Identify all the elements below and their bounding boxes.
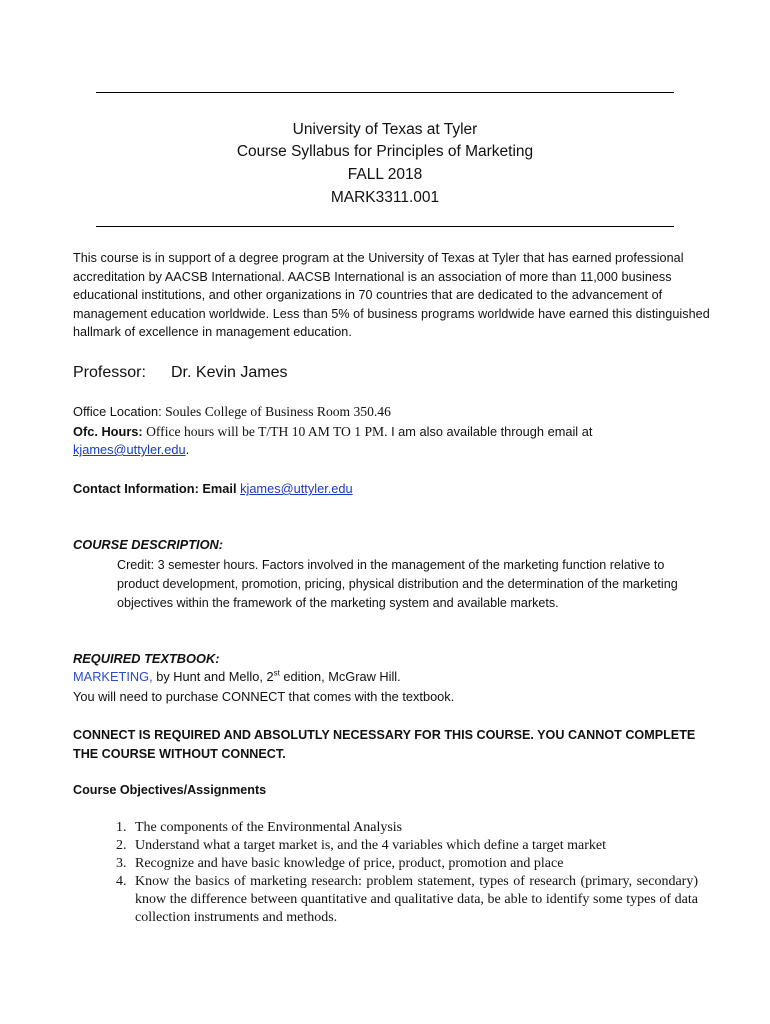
top-rule: [96, 92, 674, 93]
objective-item: [116, 819, 698, 837]
objectives-list: [116, 819, 698, 927]
objective-number: 2.: [116, 838, 127, 853]
office-location: [73, 404, 391, 420]
objective-number: 3.: [116, 856, 127, 871]
office-hours-value: Office hours will be T/TH 10 AM TO 1 PM.: [142, 424, 388, 439]
objective-number: 1.: [116, 820, 127, 835]
objective-item: [116, 873, 698, 927]
bottom-rule: [96, 226, 674, 227]
objective-item: [116, 855, 698, 873]
connect-warning: CONNECT IS REQUIRED AND ABSOLUTLY NECESSARY FOR THIS COURSE. YOU CANNOT COMPLETE THE COURSE WITHOUT CONNECT.: [73, 728, 696, 761]
course-description-heading: COURSE DESCRIPTION:: [73, 537, 224, 552]
office-hours-email-note: I am also available through email at: [387, 424, 593, 439]
course-title: Course Syllabus for Principles of Marketing: [236, 143, 534, 160]
objectives-heading: Course Objectives/Assignments: [73, 783, 267, 797]
email-period: .: [185, 442, 190, 457]
office-label: Office Location:: [73, 404, 162, 419]
office-hours-email-line: [73, 442, 189, 457]
textbook-authors: by Hunt and Mello, 2: [152, 669, 274, 684]
university-name: University of Texas at Tyler: [292, 121, 478, 138]
office-hours-label: Ofc. Hours:: [73, 424, 143, 439]
contact-email-link[interactable]: kjames@uttyler.edu: [240, 481, 353, 496]
course-code: MARK3311.001: [330, 189, 440, 206]
textbook-edition: edition, McGraw Hill.: [279, 669, 401, 684]
professor-email-link[interactable]: kjames@uttyler.edu: [73, 442, 186, 457]
accreditation-paragraph: This course is in support of a degree program at the University of Texas at Tyler that has earned professional accreditation by AACSB International. AACSB International is an association of more than 11,000 business educational institutions, and other organizations in 70 countries that are dedicated to the advancement of management education worldwide. Less than 5% of business programs worldwide have earned this distinguished hallmark of excellence in management education.: [73, 251, 710, 340]
objective-item: [116, 837, 698, 855]
professor-label: Professor:: [73, 364, 146, 381]
contact-information: [73, 481, 353, 496]
course-description-text: Credit: 3 semester hours. Factors involved in the management of the marketing function relative to product development, promotion, pricing, physical distribution and the determination of the marketing objectives within the framework of the marketing system and available markets.: [117, 558, 678, 610]
contact-label: Contact Information: Email: [73, 481, 241, 496]
office-hours: [73, 424, 592, 440]
term: FALL 2018: [347, 166, 423, 183]
objective-text: Know the basics of marketing research: problem statement, types of research (primary, secondary) know the difference between quantitative and qualitative data, be able to identify some types of data collection instruments and methods.: [135, 874, 698, 925]
objective-number: 4.: [116, 874, 127, 889]
professor-name: Dr. Kevin James: [171, 364, 288, 381]
objective-text: The components of the Environmental Analysis: [135, 820, 403, 835]
textbook-line: [73, 669, 401, 684]
connect-purchase-note: You will need to purchase CONNECT that comes with the textbook.: [73, 689, 455, 704]
objective-text: Understand what a target market is, and the 4 variables which define a target market: [135, 838, 607, 853]
required-textbook-heading: REQUIRED TEXTBOOK:: [73, 651, 220, 666]
edition-superscript: st: [273, 668, 280, 678]
objective-text: Recognize and have basic knowledge of price, product, promotion and place: [135, 856, 564, 871]
textbook-title: MARKETING,: [73, 669, 153, 684]
office-value: Soules College of Business Room 350.46: [161, 404, 391, 419]
professor-line: [73, 364, 287, 382]
